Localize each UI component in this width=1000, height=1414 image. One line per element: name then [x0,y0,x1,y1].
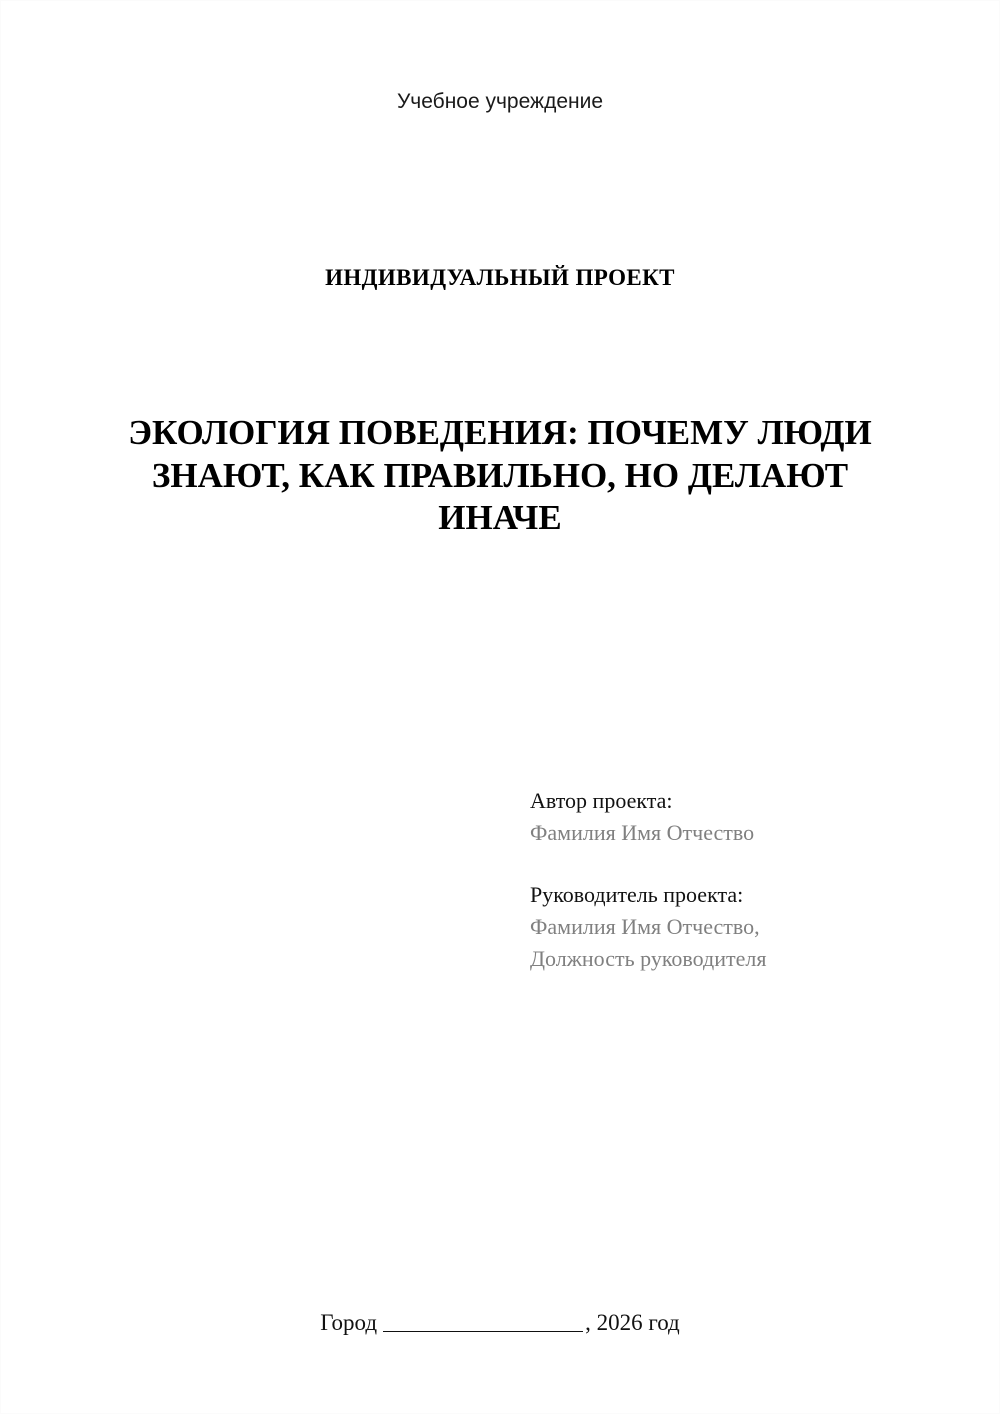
city-label: Город [320,1310,378,1335]
document-type: ИНДИВИДУАЛЬНЫЙ ПРОЕКТ [325,265,675,290]
supervisor-label: Руководитель проекта: [530,881,744,907]
institution-name: Учебное учреждение [396,90,604,113]
author-block [530,785,910,849]
city-fill-line [383,1331,583,1332]
author-name: Фамилия Имя Отчество [530,819,755,845]
author-label: Автор проекта: [530,788,673,813]
supervisor-name: Фамилия Имя Отчество, [530,913,760,939]
supervisor-position: Должность руководителя [530,945,767,971]
footer-city-year [0,1310,1000,1336]
supervisor-block [530,879,910,975]
year-text: , 2026 год [585,1310,680,1335]
authors-section [530,785,910,974]
page-title: ЭКОЛОГИЯ ПОВЕДЕНИЯ: ПОЧЕМУ ЛЮДИ ЗНАЮТ, КАК ПРАВИЛЬНО, НО ДЕЛАЮТ ИНАЧЕ [128,413,872,538]
